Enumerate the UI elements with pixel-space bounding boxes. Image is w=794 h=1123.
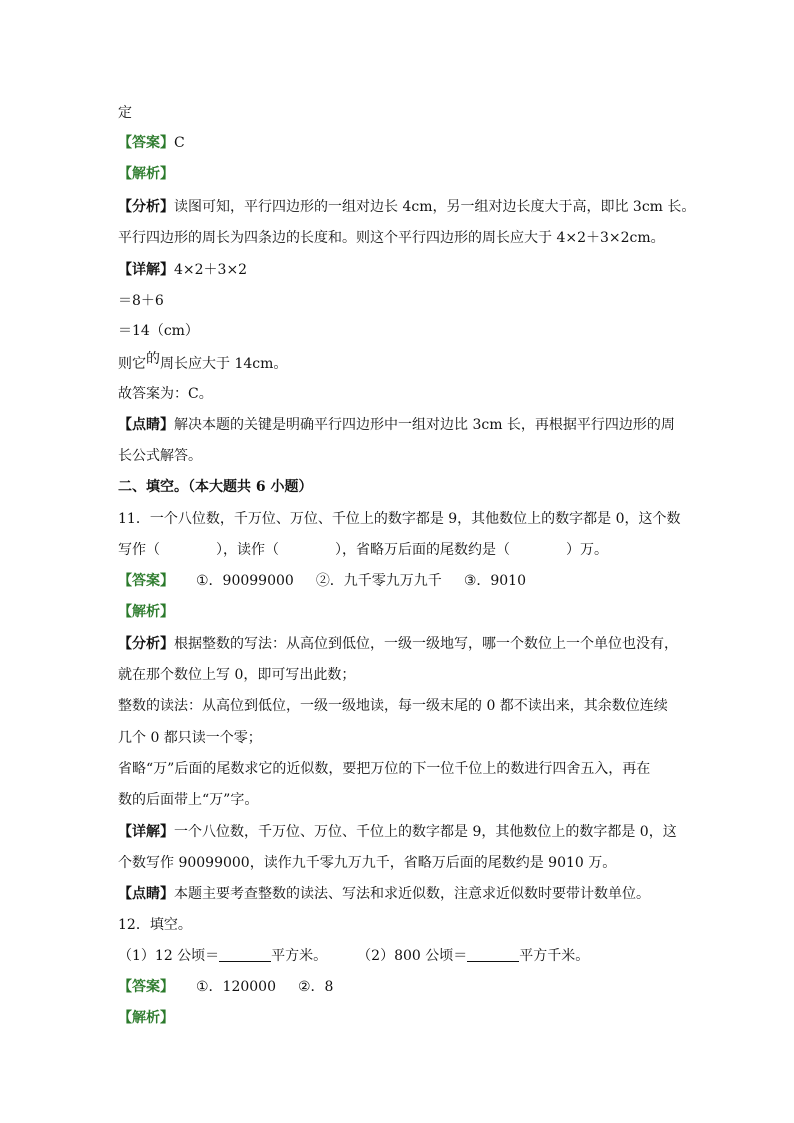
detail-text: 4×2＋3×2 bbox=[174, 262, 248, 278]
section-heading: 二、填空。（本大题共 6 小题） bbox=[118, 479, 313, 495]
question-11: 11．一个八位数，千万位、万位、千位上的数字都是 9，其他数位上的数字都是 0，这个数 bbox=[118, 511, 681, 527]
text-line: 个数写作 90099000，读作九千零九万九千，省略万后面的尾数约是 9010 万。 bbox=[118, 855, 617, 871]
fenxi-line bbox=[118, 198, 695, 216]
text-line: 平行四边形的周长为四条边的长度和。则这个平行四边形的周长应大于 4×2＋3×2cm。 bbox=[118, 230, 665, 246]
comment-tag: 【点睛】 bbox=[118, 417, 174, 433]
analysis-heading bbox=[118, 603, 174, 621]
analysis-tag: 【解析】 bbox=[118, 1010, 174, 1026]
answer-value: ②．九千零九万九千 bbox=[315, 573, 442, 589]
answer-tag: 【答案】 bbox=[118, 979, 174, 995]
text-fragment: 的 bbox=[146, 351, 160, 367]
fill-blank[interactable] bbox=[219, 947, 271, 962]
answer-line bbox=[118, 572, 526, 590]
answer-value: ①．120000 bbox=[196, 979, 276, 995]
answer-line bbox=[118, 978, 333, 996]
detail-tag: 【详解】 bbox=[118, 824, 174, 840]
text-line: 几个 0 都只读一个零； bbox=[118, 730, 262, 746]
answer-value: ②．8 bbox=[298, 979, 334, 995]
detail-line bbox=[118, 261, 247, 279]
text-line: ＝14（cm） bbox=[118, 323, 199, 339]
answer-tag: 【答案】 bbox=[118, 135, 174, 151]
text-line: 整数的读法：从高位到低位，一级一级地读，每一级末尾的 0 都不读出来，其余数位连续 bbox=[118, 698, 668, 714]
fenxi-text: 读图可知，平行四边形的一组对边长 4cm，另一组对边长度大于高，即比 3cm 长。 bbox=[174, 199, 696, 215]
fenxi-tag: 【分析】 bbox=[118, 636, 174, 652]
comment-tag: 【点睛】 bbox=[118, 886, 174, 902]
answer-value: ①．90099000 bbox=[196, 573, 294, 589]
text-fragment: 平方米。 bbox=[271, 948, 328, 964]
analysis-tag: 【解析】 bbox=[118, 604, 174, 620]
fill-blank[interactable] bbox=[467, 947, 519, 962]
analysis-heading bbox=[118, 165, 174, 183]
text-line: 定 bbox=[118, 105, 132, 121]
analysis-tag: 【解析】 bbox=[118, 166, 174, 182]
answer-line bbox=[118, 134, 185, 152]
text-fragment: （1）12 公顷＝ bbox=[118, 948, 220, 964]
text-fragment: 周长应大于 14cm。 bbox=[160, 356, 288, 372]
fenxi-tag: 【分析】 bbox=[118, 199, 174, 215]
text-line: 故答案为：C。 bbox=[118, 386, 213, 402]
comment-text: 本题主要考查整数的读法、写法和求近似数，注意求近似数时要带计数单位。 bbox=[174, 886, 650, 902]
text-line: 数的后面带上“万”字。 bbox=[118, 792, 259, 808]
fenxi-text: 根据整数的写法：从高位到低位，一级一级地写，哪一个数位上一个单位也没有， bbox=[174, 636, 678, 652]
text-line: 长公式解答。 bbox=[118, 448, 202, 464]
text-fragment: 则它 bbox=[118, 356, 146, 372]
text-line: 就在那个数位上写 0，即可写出此数； bbox=[118, 667, 356, 683]
answer-tag: 【答案】 bbox=[118, 573, 174, 589]
comment-line bbox=[118, 885, 650, 903]
detail-tag: 【详解】 bbox=[118, 262, 174, 278]
text-line: 省略“万”后面的尾数求它的近似数，要把万位的下一位千位上的数进行四舍五入，再在 bbox=[118, 761, 651, 777]
text-fragment: 平方千米。 bbox=[519, 948, 590, 964]
answer-value: ③．9010 bbox=[463, 573, 526, 589]
fenxi-line bbox=[118, 635, 678, 653]
text-fragment: （2）800 公顷＝ bbox=[357, 948, 468, 964]
analysis-heading bbox=[118, 1009, 174, 1027]
comment-text: 解决本题的关键是明确平行四边形中一组对边比 3cm 长，再根据平行四边形的周 bbox=[174, 417, 675, 433]
text-line bbox=[118, 351, 288, 373]
detail-line bbox=[118, 823, 677, 841]
detail-text: 一个八位数，千万位、万位、千位上的数字都是 9，其他数位上的数字都是 0，这 bbox=[174, 824, 677, 840]
question-12-parts bbox=[118, 947, 589, 965]
question-12: 12．填空。 bbox=[118, 917, 192, 933]
text-line: ＝8＋6 bbox=[118, 293, 164, 309]
text-line: 写作（ ），读作（ ），省略万后面的尾数约是（ ）万。 bbox=[118, 542, 608, 558]
answer-value: C bbox=[174, 135, 185, 151]
comment-line bbox=[118, 416, 675, 434]
